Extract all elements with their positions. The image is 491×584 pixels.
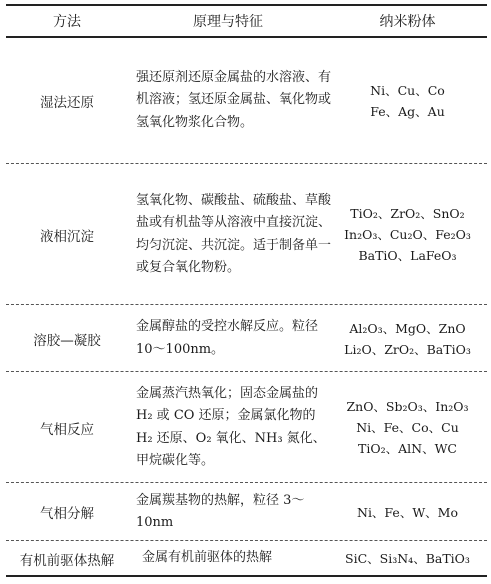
powder-line: In₂O₃、Cu₂O、Fe₂O₃ <box>344 227 471 242</box>
powder-line: Ni、Fe、W、Mo <box>357 504 458 520</box>
header-principle: 原理与特征 <box>193 14 263 30</box>
principle-cell: 金属有机前驱体的热解 <box>142 550 273 566</box>
powder-cell <box>328 484 487 540</box>
powder-line: Ni、Fe、Co、Cu <box>356 420 459 435</box>
powder-cell <box>328 38 487 163</box>
row-divider <box>6 540 487 541</box>
powder-line: ZnO、Sb₂O₃、In₂O₃ <box>346 399 469 414</box>
row-divider <box>6 304 487 305</box>
row-divider <box>6 163 487 164</box>
powder-line: Al₂O₃、MgO、ZnO <box>349 320 466 336</box>
row-divider <box>6 371 487 372</box>
principle-cell: 金属蒸汽热氧化；固态金属盐的 H₂ 或 CO 还原；金属氯化物的 H₂ 还原、O₂ 氧化、NH₃ 氮化、甲烷碳化等。 <box>136 385 326 468</box>
method-cell: 气相分解 <box>40 506 94 522</box>
powder-line: Fe、Ag、Au <box>370 103 445 119</box>
powder-cell <box>328 542 487 575</box>
principle-cell: 强还原剂还原金属盐的水溶液、有机溶液；氢还原金属盐、氧化物或氢氧化物浆化合物。 <box>136 69 332 130</box>
header-method: 方法 <box>53 14 81 30</box>
powder-line: BaTiO、LaFeO₃ <box>358 248 457 263</box>
principle-cell: 金属羰基物的热解，粒径 3～10nm <box>136 492 305 530</box>
method-cell: 湿法还原 <box>40 94 94 111</box>
powder-line: TiO₂、ZrO₂、SnO₂ <box>350 206 465 221</box>
header-powder: 纳米粉体 <box>379 14 436 30</box>
method-cell: 气相反应 <box>40 421 94 438</box>
principle-cell: 氢氧化物、碳酸盐、硫酸盐、草酸盐或有机盐等从溶液中直接沉淀、均匀沉淀、共沉淀。适于制备单一或复合氧化物粉。 <box>136 192 332 275</box>
powder-line: Li₂O、ZrO₂、BaTiO₃ <box>344 341 471 357</box>
powder-cell <box>328 165 487 304</box>
method-cell: 有机前驱体热解 <box>19 552 115 569</box>
row-divider <box>6 482 487 483</box>
method-cell: 溶胶—凝胶 <box>33 332 101 349</box>
powder-line: SiC、Si₃N₄、BaTiO₃ <box>345 551 470 566</box>
powder-line: TiO₂、AlN、WC <box>358 441 457 456</box>
powder-line: Ni、Cu、Co <box>370 82 445 98</box>
principle-cell: 金属醇盐的受控水解反应。粒径 10～100nm。 <box>136 319 319 357</box>
method-cell: 液相沉淀 <box>40 228 94 245</box>
powder-cell <box>328 373 487 482</box>
powder-cell <box>328 306 487 371</box>
table-bottom-rule <box>6 575 487 577</box>
